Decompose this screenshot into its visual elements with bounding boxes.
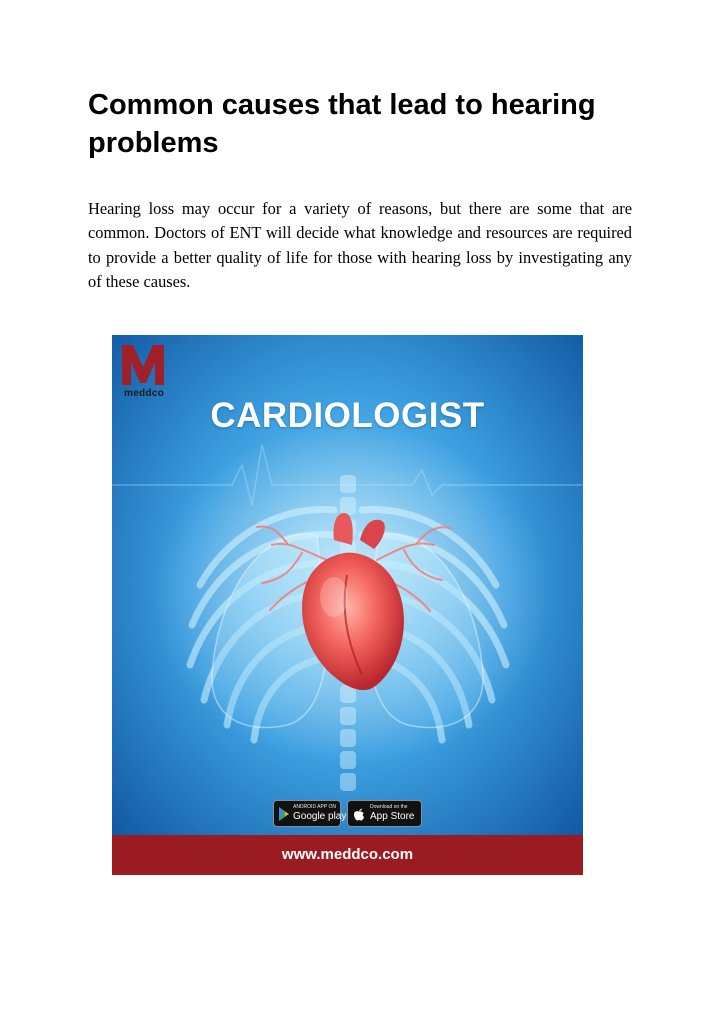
website-url[interactable]: www.meddco.com xyxy=(281,846,414,863)
app-store-badge[interactable] xyxy=(347,800,422,827)
google-play-badge[interactable] xyxy=(273,800,347,827)
google-badge-label: Google play xyxy=(293,811,347,822)
poster-footer-bar xyxy=(112,835,583,875)
apple-icon xyxy=(353,807,365,821)
meddco-logo xyxy=(122,345,164,385)
poster-title: CARDIOLOGIST xyxy=(210,396,485,435)
page-heading: Common causes that lead to hearing problems xyxy=(88,89,596,159)
cardiologist-poster-image xyxy=(112,335,583,875)
intro-paragraph: Hearing loss may occur for a variety of reasons, but there are some that are common. Doctors of ENT will decide what knowledge and resources are required to provide a better quality of life for those with hearing loss by investigating any of these causes. xyxy=(88,199,632,291)
google-play-icon xyxy=(279,807,289,821)
app-store-badge-small-text: Download on the xyxy=(370,804,408,810)
brand-name: meddco xyxy=(124,388,165,399)
google-badge-small-text: ANDROID APP ON xyxy=(293,804,336,810)
app-store-badge-label: App Store xyxy=(370,811,415,822)
